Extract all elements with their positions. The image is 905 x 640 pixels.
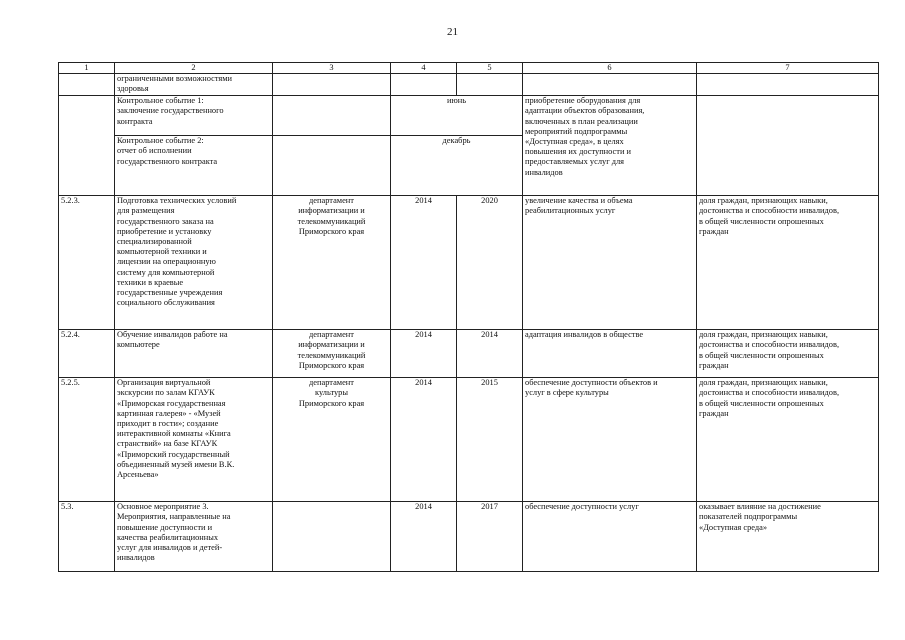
- end-cell: 2020: [457, 196, 523, 330]
- executor-cell: [273, 136, 391, 196]
- num-cell: 5.2.3.: [59, 196, 115, 330]
- result-cell: адаптация инвалидов в обществе: [523, 330, 697, 378]
- table-row: [59, 196, 879, 330]
- result-cell: приобретение оборудования для адаптации объектов образования, включенных в план реализации мероприятий подпрограммы «Доступная среда», в целях повышения их доступности и предоставляемых услуг для инвалидов: [523, 96, 697, 196]
- num-cell: [59, 74, 115, 96]
- table-row: [59, 502, 879, 572]
- start-cell: 2014: [391, 502, 457, 572]
- column-number-row: [59, 63, 879, 74]
- executor-cell: [273, 502, 391, 572]
- table-row: [59, 378, 879, 502]
- result-cell: обеспечение доступности объектов и услуг в сфере культуры: [523, 378, 697, 502]
- executor-cell: [273, 74, 391, 96]
- name-cell: Основное мероприятие 3. Мероприятия, направленные на повышение доступности и качества реабилитационных услуг для инвалидов и детей- инвалидов: [115, 502, 273, 572]
- num-cell: [59, 136, 115, 196]
- end-cell: [457, 74, 523, 96]
- result-cell: [523, 74, 697, 96]
- link-cell: доля граждан, признающих навыки, достоинства и способности инвалидов, в общей численности опрошенных граждан: [697, 378, 879, 502]
- start-cell: 2014: [391, 196, 457, 330]
- name-cell: Обучение инвалидов работе на компьютере: [115, 330, 273, 378]
- result-cell: обеспечение доступности услуг: [523, 502, 697, 572]
- num-cell: [59, 96, 115, 136]
- link-cell: [697, 96, 879, 196]
- executor-cell: департамент информатизации и телекоммуникаций Приморского края: [273, 330, 391, 378]
- column-number: 7: [697, 63, 879, 74]
- column-number: 1: [59, 63, 115, 74]
- column-number: 3: [273, 63, 391, 74]
- page-number: 21: [447, 26, 458, 38]
- result-cell: увеличение качества и объема реабилитационных услуг: [523, 196, 697, 330]
- name-cell: ограниченными возможностями здоровья: [115, 74, 273, 96]
- executor-cell: [273, 96, 391, 136]
- measures-table: [58, 62, 879, 572]
- name-cell: Контрольное событие 1: заключение государственного контракта: [115, 96, 273, 136]
- name-cell: Подготовка технических условий для размещения государственного заказа на приобретение и установку специализированной компьютерной техники и лицензии на операционную систему для компьютерной техники в краевые государственные учреждения социального обслуживания: [115, 196, 273, 330]
- num-cell: 5.2.5.: [59, 378, 115, 502]
- column-number: 2: [115, 63, 273, 74]
- end-cell: 2015: [457, 378, 523, 502]
- link-cell: доля граждан, признающих навыки, достоинства и способности инвалидов, в общей численности опрошенных граждан: [697, 330, 879, 378]
- table-row: [59, 74, 879, 96]
- num-cell: 5.3.: [59, 502, 115, 572]
- num-cell: 5.2.4.: [59, 330, 115, 378]
- column-number: 5: [457, 63, 523, 74]
- start-cell: 2014: [391, 378, 457, 502]
- name-cell: Организация виртуальной экскурсии по залам КГАУК «Приморская государственная картинная галерея» - «Музей приходит в гости»; создание интерактивной комнаты «Книга странствий» на базе КГАУК «Приморский государственный объединенный музей имени В.К. Арсеньева»: [115, 378, 273, 502]
- end-cell: 2017: [457, 502, 523, 572]
- column-number: 4: [391, 63, 457, 74]
- end-cell: 2014: [457, 330, 523, 378]
- link-cell: оказывает влияние на достижение показателей подпрограммы «Доступная среда»: [697, 502, 879, 572]
- link-cell: [697, 74, 879, 96]
- column-number: 6: [523, 63, 697, 74]
- start-cell: [391, 74, 457, 96]
- executor-cell: департамент информатизации и телекоммуникаций Приморского края: [273, 196, 391, 330]
- table-row: [59, 96, 879, 136]
- name-cell: Контрольное событие 2: отчет об исполнении государственного контракта: [115, 136, 273, 196]
- table-row: [59, 330, 879, 378]
- term-cell: июнь: [391, 96, 523, 136]
- start-cell: 2014: [391, 330, 457, 378]
- executor-cell: департамент культуры Приморского края: [273, 378, 391, 502]
- link-cell: доля граждан, признающих навыки, достоинства и способности инвалидов, в общей численности опрошенных граждан: [697, 196, 879, 330]
- term-cell: декабрь: [391, 136, 523, 196]
